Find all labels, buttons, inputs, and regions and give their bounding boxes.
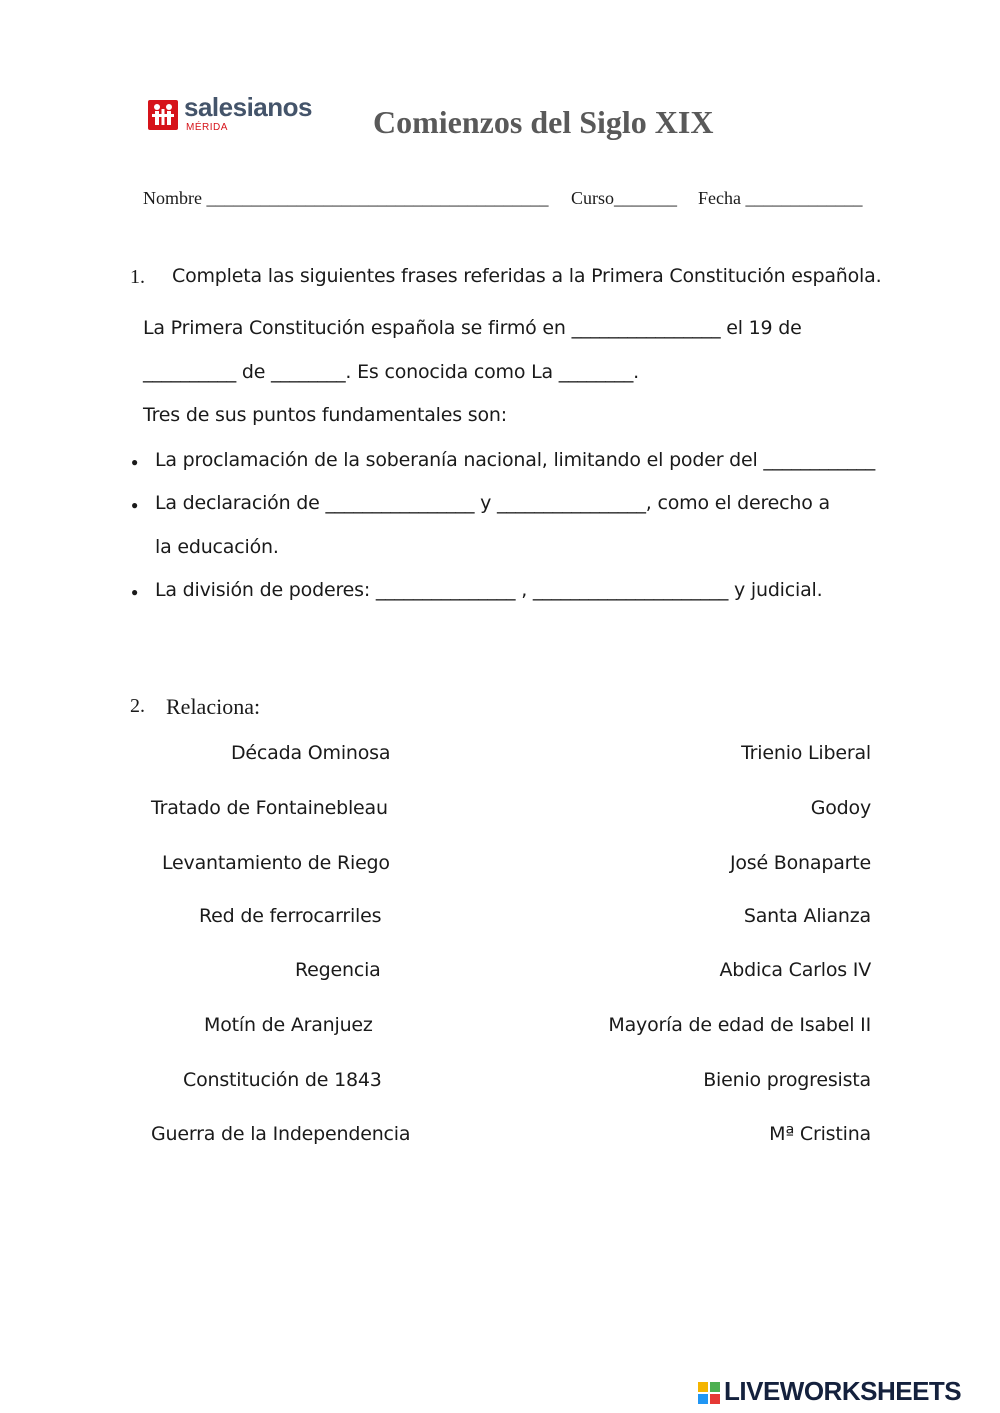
question-1-prompt: Completa las siguientes frases referidas a la Primera Constitución española. xyxy=(172,265,882,287)
relate-right-item[interactable]: Mª Cristina xyxy=(769,1123,871,1145)
question-2-prompt: Relaciona: xyxy=(166,694,261,719)
q1-sentence-line-2[interactable]: __________ de ________. Es conocida como La ________. xyxy=(143,361,640,383)
q1-sentence-line-1[interactable]: La Primera Constitución española se firmó en ________________ el 19 de xyxy=(143,317,802,339)
liveworksheets-wordmark: LIVEWORKSHEETS xyxy=(724,1376,962,1406)
q1-bullet-2[interactable]: La declaración de ________________ y ________________, como el derecho a xyxy=(155,492,830,514)
relate-left-item[interactable]: Guerra de la Independencia xyxy=(151,1123,411,1145)
q1-bullet-1[interactable]: La proclamación de la soberanía nacional, limitando el poder del ____________ xyxy=(155,449,876,471)
relate-right-item[interactable]: Godoy xyxy=(810,797,871,819)
relate-left-item[interactable]: Red de ferrocarriles xyxy=(199,905,382,927)
relate-right-item[interactable]: Santa Alianza xyxy=(743,905,871,927)
q1-bullet-2-continued: la educación. xyxy=(155,536,279,558)
question-1-number: 1. xyxy=(130,266,145,288)
relate-left-item[interactable]: Levantamiento de Riego xyxy=(162,852,390,874)
relate-left-item[interactable]: Década Ominosa xyxy=(231,742,391,764)
fecha-field[interactable]: Fecha _____________ xyxy=(698,188,863,208)
bullet-icon: ● xyxy=(131,498,139,512)
logo-name: salesianos xyxy=(184,92,312,122)
logo-subtitle: MÉRIDA xyxy=(186,122,228,133)
relate-left-item[interactable]: Constitución de 1843 xyxy=(183,1069,382,1091)
bullet-icon: ● xyxy=(131,455,139,469)
relate-right-item[interactable]: Bienio progresista xyxy=(703,1069,871,1091)
salesianos-logo-icon xyxy=(148,100,178,130)
relate-right-item[interactable]: Trienio Liberal xyxy=(741,742,871,764)
relate-right-item[interactable]: José Bonaparte xyxy=(729,852,871,874)
relate-left-item[interactable]: Tratado de Fontainebleau xyxy=(151,797,388,819)
bullet-icon: ● xyxy=(131,585,139,599)
question-2-number: 2. xyxy=(130,695,145,717)
nombre-field[interactable]: Nombre ______________________________________ xyxy=(143,188,549,208)
page-title: Comienzos del Siglo XIX xyxy=(373,104,714,140)
relate-left-item[interactable]: Regencia xyxy=(295,959,381,981)
relate-left-item[interactable]: Motín de Aranjuez xyxy=(204,1014,373,1036)
school-logo xyxy=(148,92,328,136)
curso-field[interactable]: Curso_______ xyxy=(571,188,678,208)
relate-right-item[interactable]: Abdica Carlos IV xyxy=(719,959,871,981)
q1-bullet-3[interactable]: La división de poderes: _______________ , _____________________ y judicial. xyxy=(155,579,823,601)
liveworksheets-logo-icon xyxy=(698,1382,720,1404)
q1-sentence-line-3: Tres de sus puntos fundamentales son: xyxy=(143,404,507,426)
relate-right-item[interactable]: Mayoría de edad de Isabel II xyxy=(608,1014,871,1036)
